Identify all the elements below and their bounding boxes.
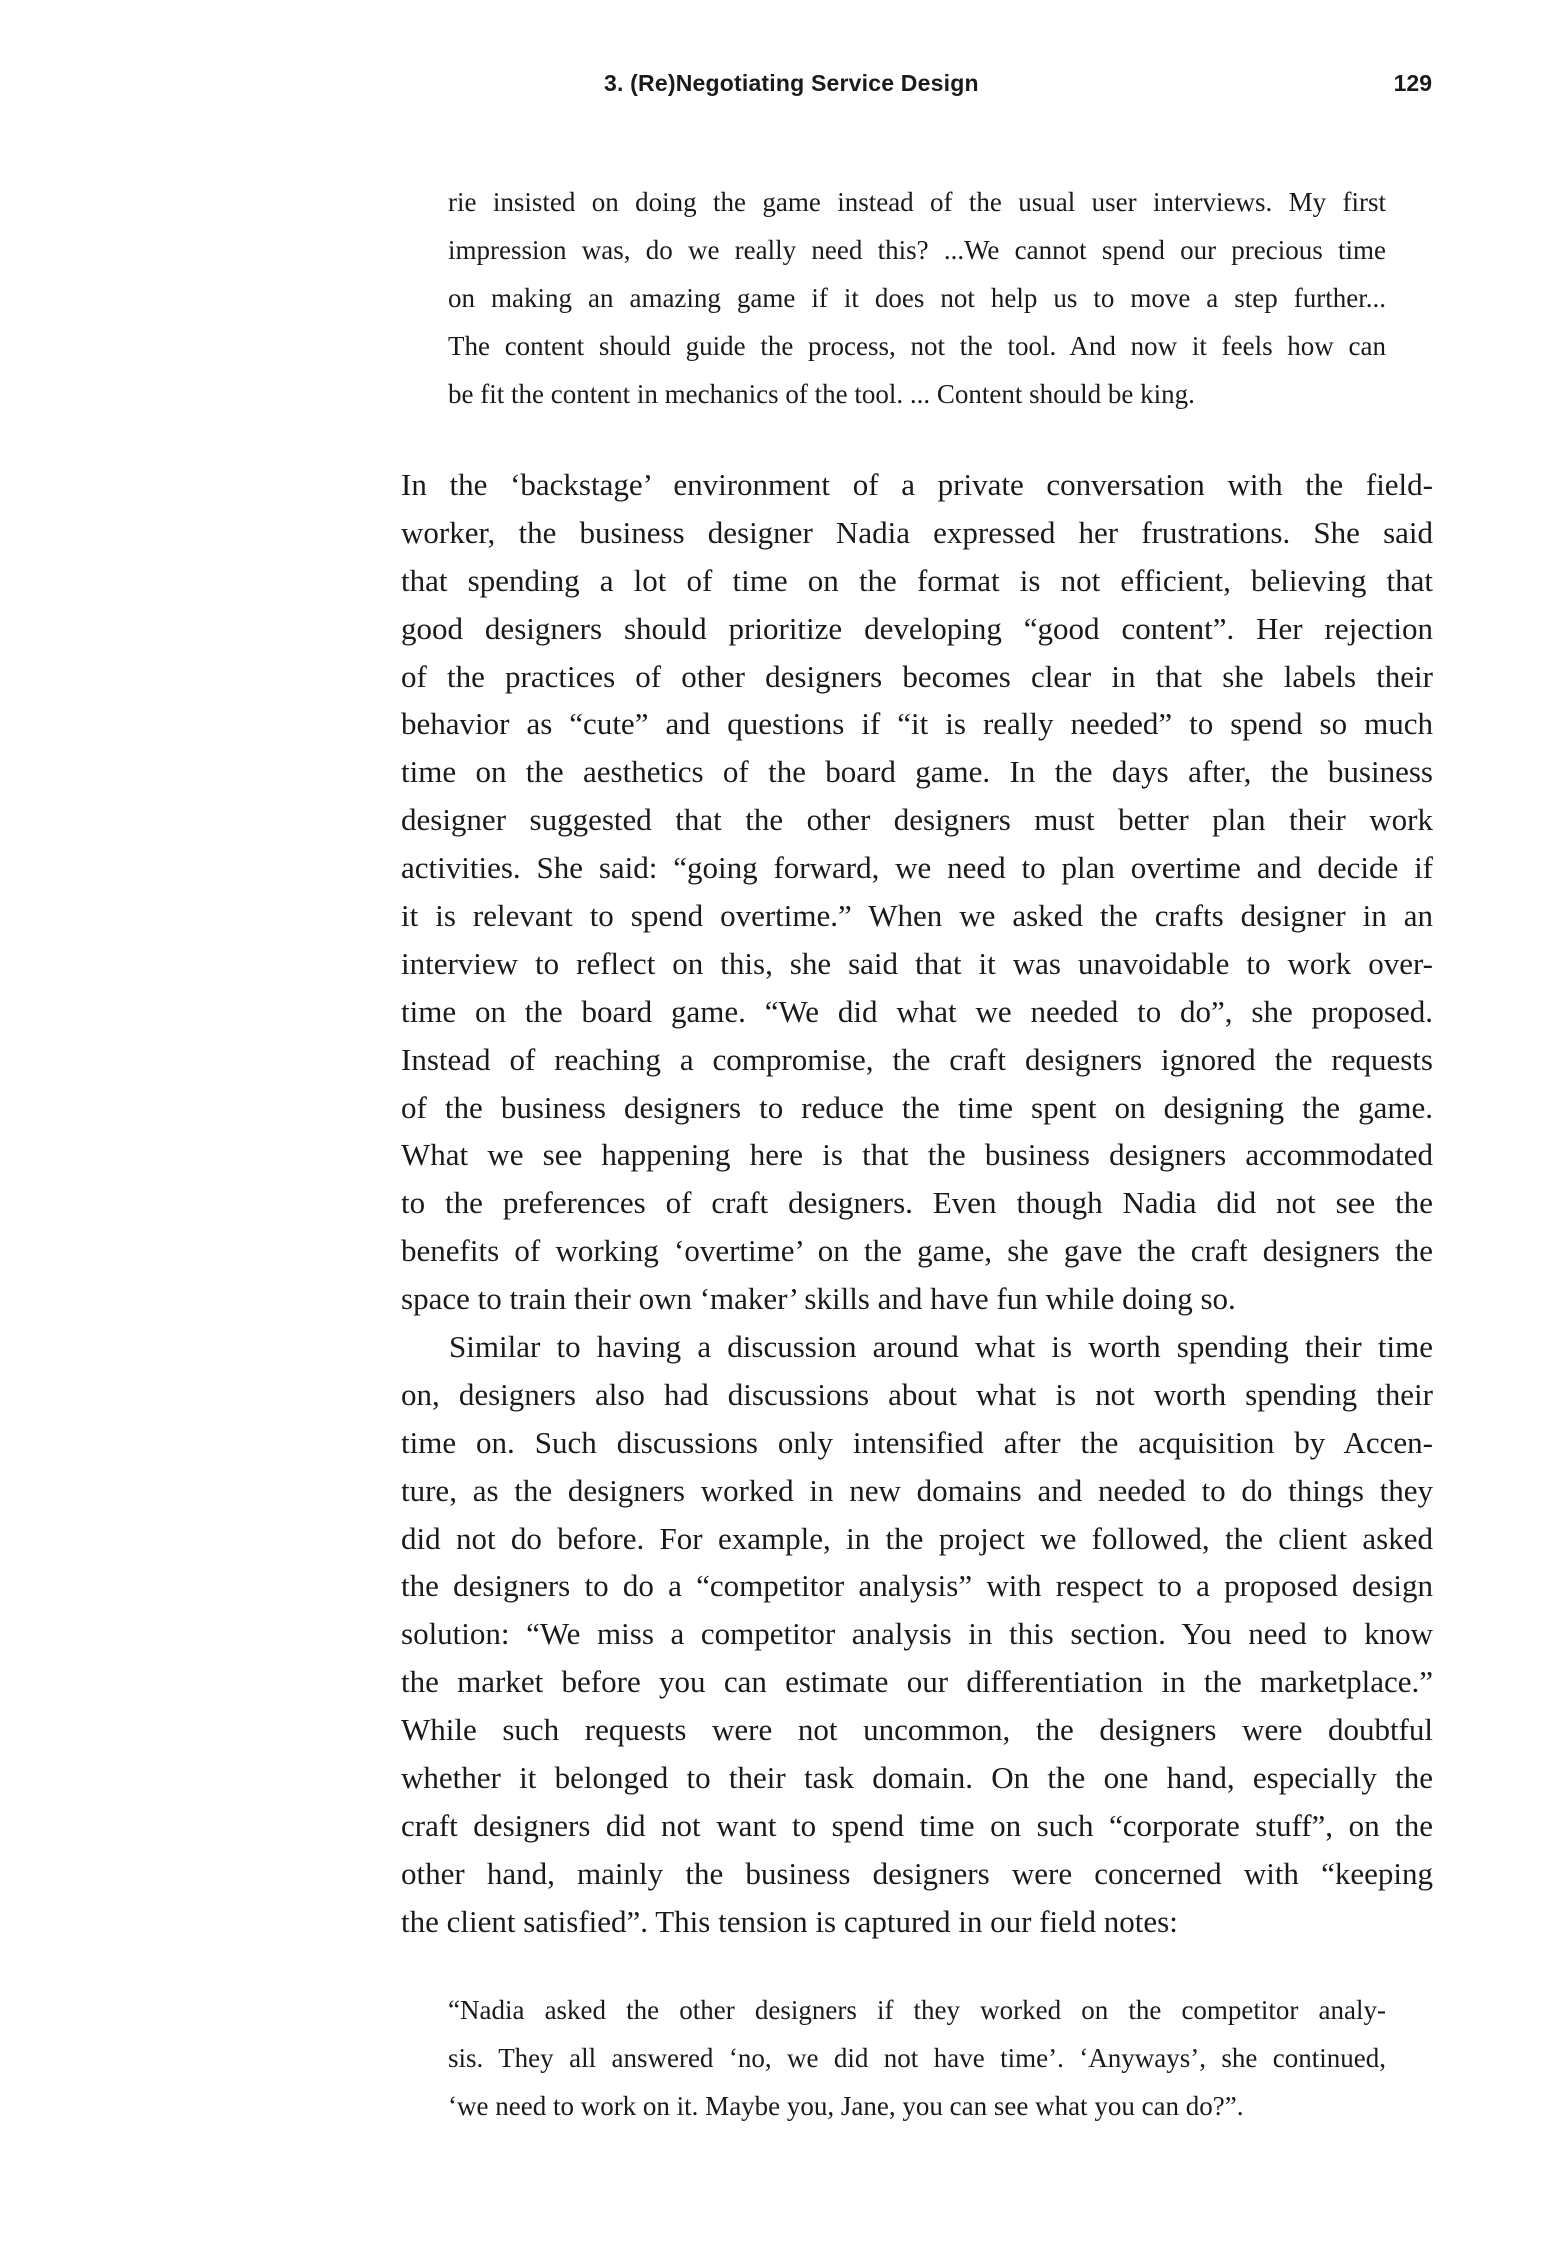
text-line: of the business designers to reduce the time spent on designing the game.	[401, 1089, 1433, 1125]
text-line: did not do before. For example, in the project we followed, the client asked	[401, 1520, 1433, 1556]
block-quote-bottom	[448, 1986, 1386, 2130]
text-line: the market before you can estimate our differentiation in the marketplace.”	[401, 1664, 1433, 1700]
body-text	[401, 461, 1433, 1946]
text-line: behavior as “cute” and questions if “it is really needed” to spend so much	[401, 706, 1433, 742]
text-line: In the ‘backstage’ environment of a private conversation with the field-	[401, 467, 1433, 502]
text-line: space to train their own ‘maker’ skills and have fun while doing so.	[401, 1281, 1236, 1317]
paragraph-2	[401, 1323, 1433, 1946]
block-quote-top	[448, 178, 1386, 418]
text-line: designer suggested that the other designers must better plan their work	[401, 802, 1433, 838]
text-line: craft designers did not want to spend time on such “corporate stuff”, on the	[401, 1807, 1433, 1843]
quote-line: be fit the content in mechanics of the tool. ... Content should be king.	[448, 379, 1195, 409]
text-line: the client satisfied”. This tension is captured in our field notes:	[401, 1903, 1178, 1939]
quote-line: sis. They all answered ‘no, we did not have time’. ‘Anyways’, she continued,	[448, 2043, 1386, 2073]
text-line: Similar to having a discussion around what is worth spending their time	[449, 1329, 1433, 1365]
text-line: time on. Such discussions only intensified after the acquisition by Accen-	[401, 1424, 1433, 1460]
paragraph-1	[401, 461, 1433, 1323]
text-line: Instead of reaching a compromise, the craft designers ignored the requests	[401, 1041, 1433, 1077]
quote-line: on making an amazing game if it does not help us to move a step further...	[448, 283, 1386, 313]
page-number: 129	[1393, 70, 1432, 96]
text-line: good designers should prioritize developing “good content”. Her rejection	[401, 610, 1433, 646]
text-line: on, designers also had discussions about what is not worth spending their	[401, 1376, 1433, 1412]
text-line: other hand, mainly the business designers were concerned with “keeping	[401, 1855, 1433, 1891]
quote-line: ‘we need to work on it. Maybe you, Jane, you can see what you can do?”.	[448, 2091, 1244, 2121]
text-line: benefits of working ‘overtime’ on the game, she gave the craft designers the	[401, 1233, 1433, 1269]
quote-line: The content should guide the process, not the tool. And now it feels how can	[448, 331, 1386, 361]
text-line: that spending a lot of time on the format is not efficient, believing that	[401, 562, 1433, 598]
text-line: whether it belonged to their task domain. On the one hand, especially the	[401, 1760, 1433, 1796]
text-line: solution: “We miss a competitor analysis in this section. You need to know	[401, 1616, 1433, 1652]
quote-line: impression was, do we really need this? ...We cannot spend our precious time	[448, 235, 1386, 265]
text-line: it is relevant to spend overtime.” When we asked the crafts designer in an	[401, 898, 1433, 934]
text-line: of the practices of other designers becomes clear in that she labels their	[401, 658, 1433, 694]
text-line: activities. She said: “going forward, we need to plan overtime and decide if	[401, 850, 1433, 886]
text-line: time on the board game. “We did what we needed to do”, she proposed.	[401, 993, 1433, 1029]
text-line: While such requests were not uncommon, the designers were doubtful	[401, 1712, 1433, 1748]
quote-line: rie insisted on doing the game instead of the usual user interviews. My first	[448, 187, 1386, 217]
text-line: worker, the business designer Nadia expressed her frustrations. She said	[401, 514, 1433, 550]
running-head-title: 3. (Re)Negotiating Service Design	[604, 70, 979, 96]
text-line: time on the aesthetics of the board game. In the days after, the business	[401, 754, 1433, 790]
text-line: interview to reflect on this, she said that it was unavoidable to work over-	[401, 945, 1433, 981]
text-line: the designers to do a “competitor analysis” with respect to a proposed design	[401, 1568, 1433, 1604]
text-line: ture, as the designers worked in new domains and needed to do things they	[401, 1472, 1433, 1508]
quote-line: “Nadia asked the other designers if they worked on the competitor analy-	[448, 1995, 1386, 2025]
text-line: What we see happening here is that the business designers accommodated	[401, 1137, 1433, 1173]
text-line: to the preferences of craft designers. Even though Nadia did not see the	[401, 1185, 1433, 1221]
